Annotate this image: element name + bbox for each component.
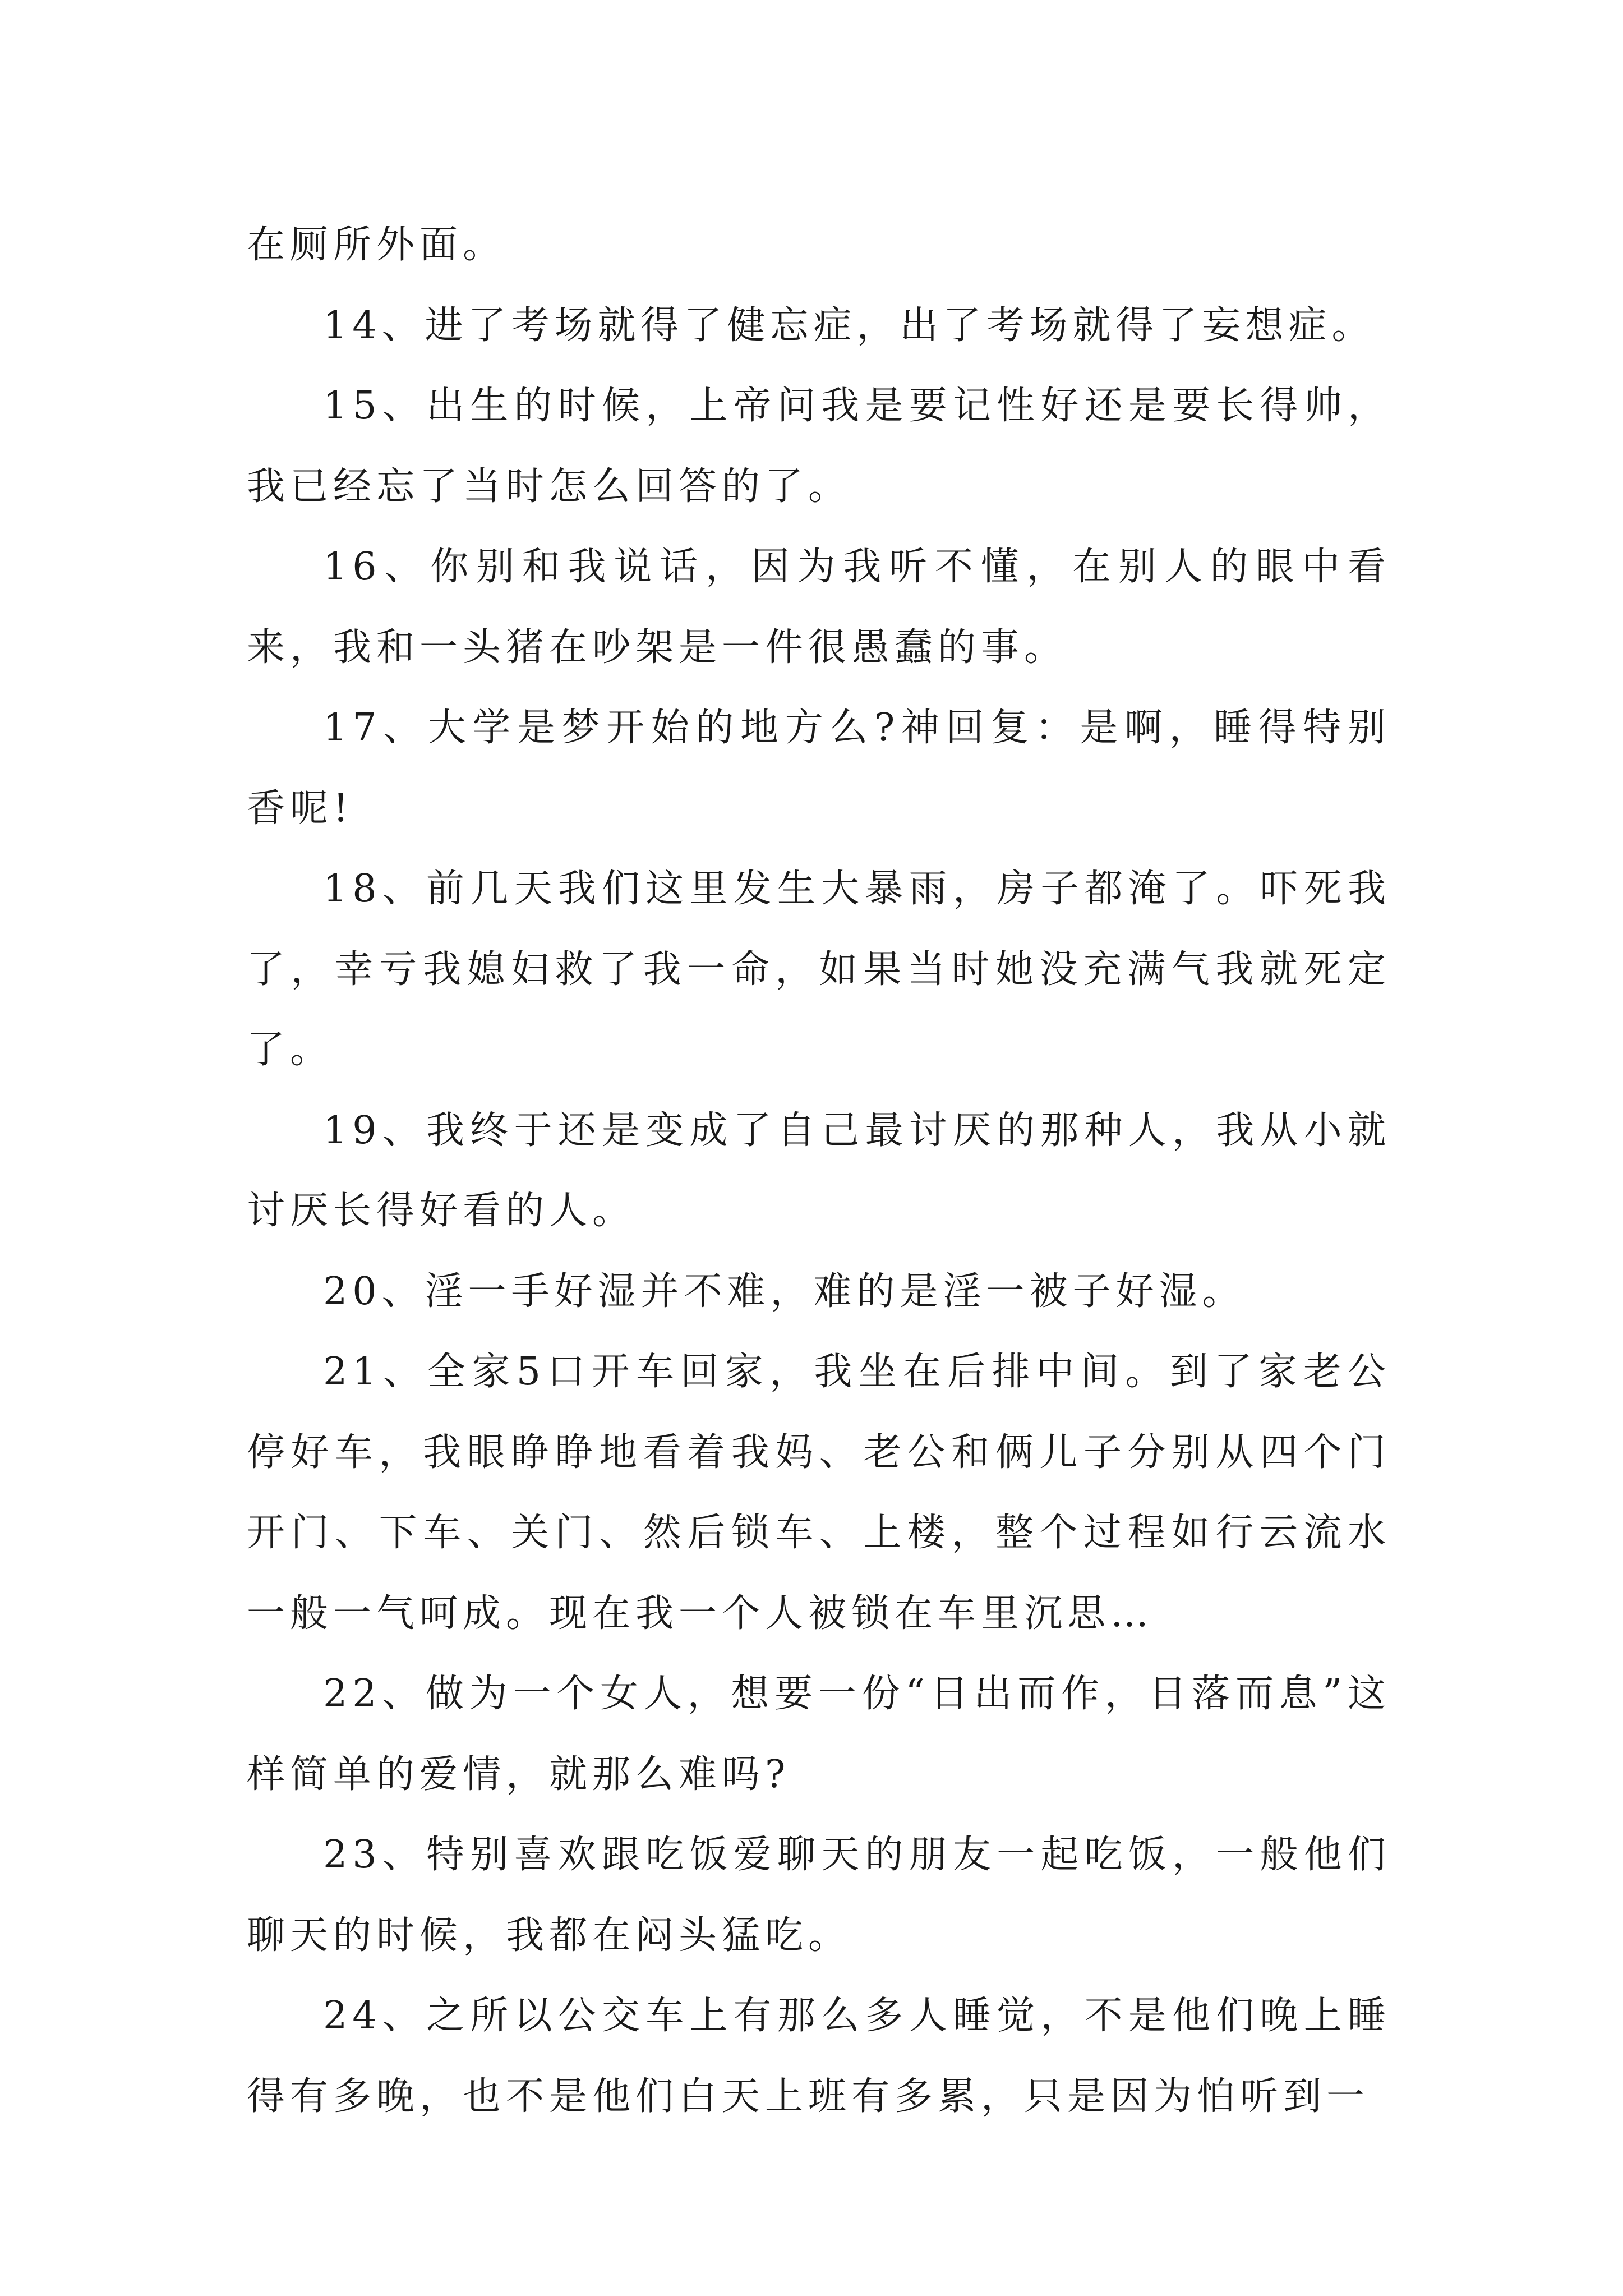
paragraph-19: 19、我终于还是变成了自己最讨厌的那种人，我从小就讨厌长得好看的人。: [247, 1108, 1391, 1233]
paragraph-21: 21、全家5口开车回家，我坐在后排中间。到了家老公停好车，我眼睁睁地看着我妈、老公和俩儿子分别从四个门开门、下车、关门、然后锁车、上楼，整个过程如行云流水一般一气呵成。现在我一个人被锁在车里沉思…: [247, 1350, 1391, 1636]
paragraph-16: 16、你别和我说话，因为我听不懂，在别人的眼中看来，我和一头猪在吵架是一件很愚蠢的事。: [247, 545, 1391, 670]
paragraph-24: 24、之所以公交车上有那么多人睡觉，不是他们晚上睡得有多晚，也不是他们白天上班有多累，只是因为怕听到一: [247, 1994, 1391, 2119]
document-body: [247, 205, 1391, 2137]
paragraph-20: 20、淫一手好湿并不难，难的是淫一被子好湿。: [323, 1269, 1246, 1314]
paragraph-14: 14、进了考场就得了健忘症，出了考场就得了妄想症。: [323, 303, 1375, 348]
paragraph-22: 22、做为一个女人，想要一份“日出而作，日落而息”这样简单的爱情，就那么难吗?: [247, 1672, 1391, 1797]
paragraph-23: 23、特别喜欢跟吃饭爱聊天的朋友一起吃饭，一般他们聊天的时候，我都在闷头猛吃。: [247, 1833, 1391, 1958]
paragraph-15: 15、出生的时候，上帝问我是要记性好还是要长得帅，我已经忘了当时怎么回答的了。: [247, 384, 1391, 509]
paragraph-18: 18、前几天我们这里发生大暴雨，房子都淹了。吓死我了，幸亏我媳妇救了我一命，如果当时她没充满气我就死定了。: [247, 867, 1391, 1072]
paragraph-17: 17、大学是梦开始的地方么?神回复：是啊，睡得特别香呢!: [247, 706, 1391, 831]
paragraph-continuation: 在厕所外面。: [247, 223, 506, 267]
